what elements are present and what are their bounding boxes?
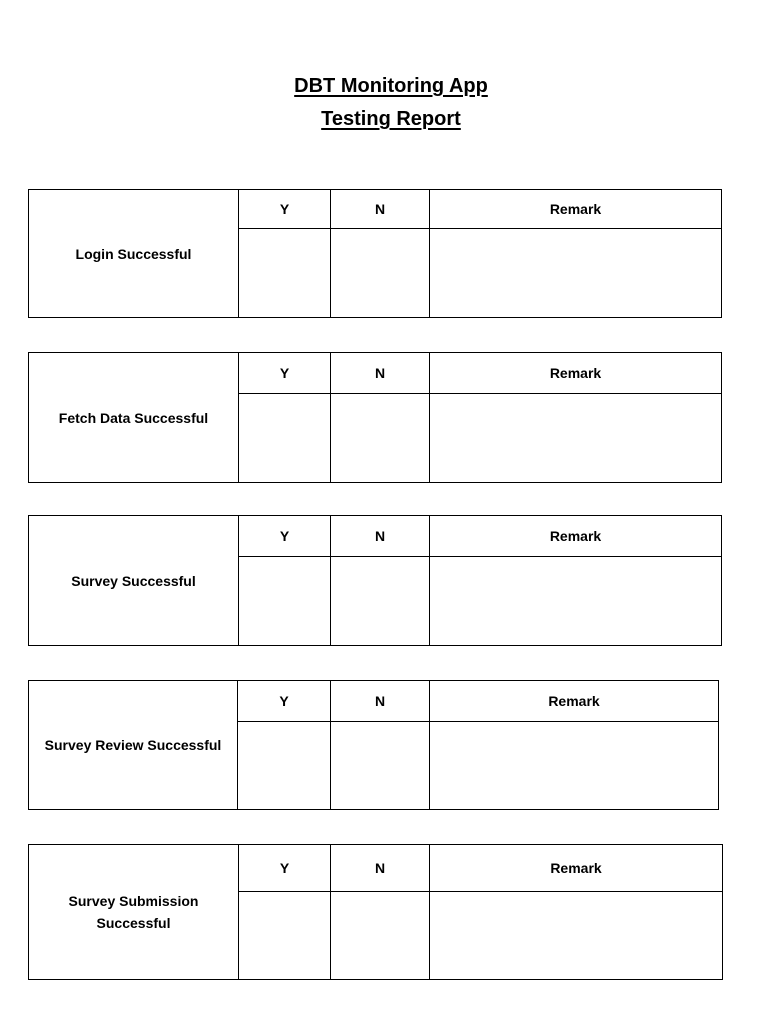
test-table-survey-submission <box>28 844 723 980</box>
no-cell[interactable] <box>331 557 430 646</box>
test-table-survey <box>28 515 722 646</box>
yes-cell[interactable] <box>239 229 331 318</box>
column-header-remark: Remark <box>430 516 722 557</box>
yes-cell[interactable] <box>239 557 331 646</box>
test-label: Survey Submission Successful <box>29 845 239 980</box>
column-header-no: N <box>331 190 430 229</box>
test-table-login <box>28 189 722 318</box>
column-header-remark: Remark <box>430 681 719 722</box>
remark-cell[interactable] <box>430 722 719 810</box>
report-title: DBT Monitoring App <box>294 75 488 97</box>
remark-cell[interactable] <box>430 394 722 483</box>
column-header-yes: Y <box>239 516 331 557</box>
remark-cell[interactable] <box>430 229 722 318</box>
column-header-yes: Y <box>239 353 331 394</box>
test-label: Fetch Data Successful <box>29 353 239 483</box>
report-header <box>0 70 768 136</box>
remark-cell[interactable] <box>430 892 723 980</box>
yes-cell[interactable] <box>238 722 331 810</box>
column-header-yes: Y <box>239 190 331 229</box>
remark-cell[interactable] <box>430 557 722 646</box>
test-label: Survey Successful <box>29 516 239 646</box>
no-cell[interactable] <box>331 722 430 810</box>
yes-cell[interactable] <box>239 892 331 980</box>
column-header-yes: Y <box>239 845 331 892</box>
column-header-remark: Remark <box>430 353 722 394</box>
no-cell[interactable] <box>331 892 430 980</box>
column-header-no: N <box>331 353 430 394</box>
test-label: Login Successful <box>29 190 239 318</box>
column-header-no: N <box>331 516 430 557</box>
column-header-remark: Remark <box>430 845 723 892</box>
column-header-no: N <box>331 845 430 892</box>
report-subtitle: Testing Report <box>321 108 461 130</box>
test-label: Survey Review Successful <box>29 681 238 810</box>
column-header-no: N <box>331 681 430 722</box>
column-header-remark: Remark <box>430 190 722 229</box>
column-header-yes: Y <box>238 681 331 722</box>
no-cell[interactable] <box>331 394 430 483</box>
test-table-survey-review <box>28 680 719 810</box>
test-table-fetch-data <box>28 352 722 483</box>
yes-cell[interactable] <box>239 394 331 483</box>
no-cell[interactable] <box>331 229 430 318</box>
